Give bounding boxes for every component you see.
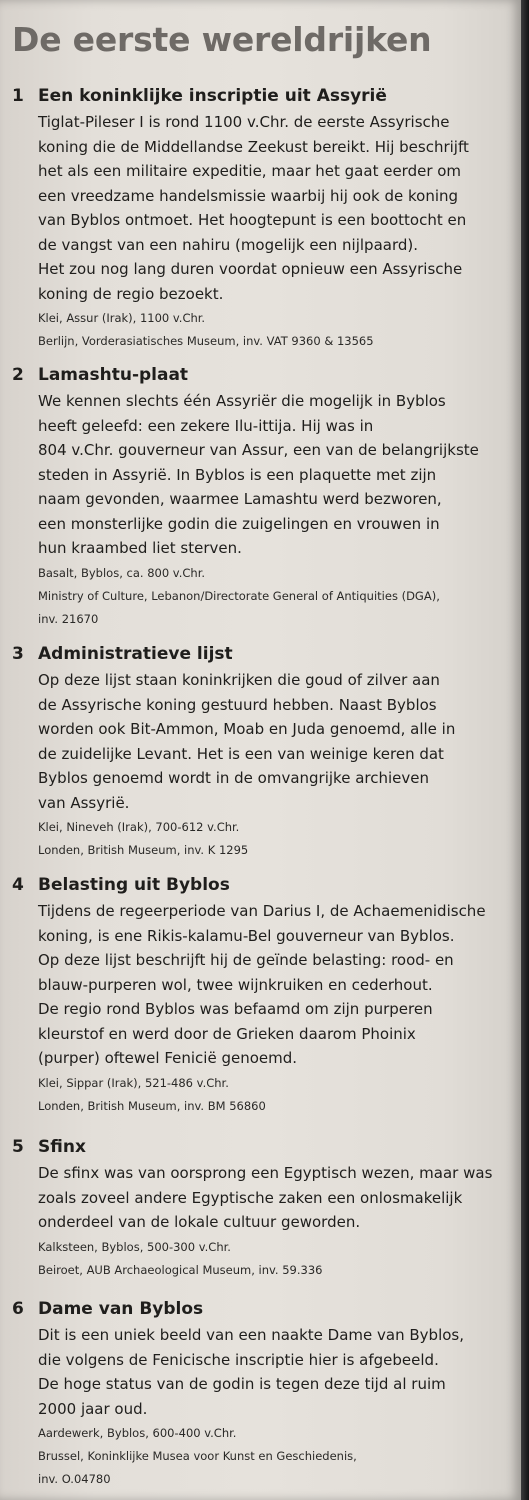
- entry-text-line: koning de regio bezoekt.: [38, 284, 224, 303]
- entry-text-line: van Byblos ontmoet. Het hoogtepunt is een boottocht en: [38, 211, 467, 229]
- entry-heading: Belasting uit Byblos: [38, 875, 230, 895]
- entry-body: [38, 1323, 508, 1489]
- entry-text-line: Op deze lijst staan koninkrijken die goud of zilver aan: [38, 671, 440, 689]
- entry-heading: Sfinx: [38, 1137, 86, 1157]
- entry-text-line: worden ook Bit-Ammon, Moab en Juda genoemd, alle in: [38, 720, 456, 738]
- entry-text-line: blauw-purperen wol, twee wijnkruiken en cederhout.: [38, 975, 433, 994]
- entry-material: Aardewerk, Byblos, 600-400 v.Chr.: [38, 1426, 237, 1440]
- entry-text-line: De regio rond Byblos was befaamd om zijn purperen: [38, 1000, 433, 1018]
- entry-text-line: naam gevonden, waarmee Lamashtu werd bezworen,: [38, 490, 442, 508]
- entry-number: 5: [12, 1137, 24, 1157]
- entry-material: Basalt, Byblos, ca. 800 v.Chr.: [38, 565, 206, 580]
- entry-text-line: heeft geleefd: een zekere Ilu-ittija. Hij was in: [38, 416, 374, 435]
- entry-collection: inv. 21670: [38, 611, 99, 626]
- entry-number: 6: [12, 1299, 24, 1319]
- entry-text-line: Op deze lijst beschrijft hij de geïnde belasting: rood- en: [38, 951, 454, 969]
- entry-heading: Administratieve lijst: [38, 644, 233, 664]
- entry-body: [38, 389, 508, 629]
- entry-material: Klei, Sippar (Irak), 521-486 v.Chr.: [38, 1075, 229, 1090]
- entry-body: [38, 899, 508, 1116]
- entry-body: [38, 110, 508, 351]
- entry-body: [38, 668, 508, 860]
- entry-number: 1: [12, 86, 24, 106]
- entry-text-line: koning die de Middellandse Zeekust bereikt. Hij beschrijft: [38, 137, 469, 156]
- entry-collection: Beiroet, AUB Archaeological Museum, inv. 59.336: [38, 1262, 323, 1277]
- entry-body: [38, 1161, 508, 1280]
- entry-text-line: kleurstof en werd door de Grieken daarom Phoinix: [38, 1024, 416, 1043]
- entry-heading: Lamashtu-plaat: [38, 365, 189, 385]
- entry-text-line: het als een militaire expeditie, maar het gaat eerder om: [38, 162, 462, 180]
- entry-text-line: een monsterlijke godin die zuigelingen en vrouwen in: [38, 514, 440, 533]
- entry-text-line: We kennen slechts één Assyriër die mogelijk in Byblos: [38, 392, 446, 410]
- entry-material: Kalksteen, Byblos, 500-300 v.Chr.: [38, 1239, 231, 1254]
- entry-text-line: onderdeel van de lokale cultuur geworden.: [38, 1213, 361, 1231]
- entry-material: Klei, Assur (Irak), 1100 v.Chr.: [38, 311, 206, 325]
- entry-material: Klei, Nineveh (Irak), 700-612 v.Chr.: [38, 820, 240, 834]
- entry-text-line: een vreedzame handelsmissie waarbij hij ook de koning: [38, 186, 459, 205]
- panel-edge-shadow: [521, 0, 529, 1500]
- entry-text-line: De hoge status van de godin is tegen deze tijd al ruim: [38, 1375, 446, 1393]
- entry-text-line: hun kraambed liet sterven.: [38, 539, 242, 557]
- entry-text-line: steden in Assyrië. In Byblos is een plaquette met zijn: [38, 465, 437, 484]
- entry-heading: Een koninklijke inscriptie uit Assyrië: [38, 86, 387, 106]
- entry-number: 2: [12, 365, 24, 385]
- entry-text-line: koning, is ene Rikis-kalamu-Bel gouverneur van Byblos.: [38, 926, 455, 945]
- entry-text-line: de zuidelijke Levant. Het is een van weinige keren dat: [38, 744, 444, 763]
- entry-text-line: Het zou nog lang duren voordat opnieuw een Assyrische: [38, 260, 463, 278]
- entry-text-line: Dit is een uniek beeld van een naakte Dame van Byblos,: [38, 1326, 464, 1344]
- entry-text-line: die volgens de Fenicische inscriptie hier is afgebeeld.: [38, 1350, 439, 1369]
- entry-text-line: Tiglat-Pileser I is rond 1100 v.Chr. de eerste Assyrische: [38, 113, 450, 131]
- page-title: De eerste wereldrijken: [12, 20, 432, 59]
- entry-number: 4: [12, 875, 24, 895]
- entry-collection: Berlijn, Vorderasiatisches Museum, inv. VAT 9360 & 13565: [38, 334, 374, 348]
- entry-text-line: zoals zoveel andere Egyptische zaken een onlosmakelijk: [38, 1188, 463, 1207]
- entry-collection: Londen, British Museum, inv. BM 56860: [38, 1098, 266, 1113]
- entry-text-line: van Assyrië.: [38, 793, 130, 812]
- entry-text-line: Tijdens de regeerperiode van Darius I, de Achaemenidische: [38, 902, 486, 920]
- entry-collection: inv. O.04780: [38, 1472, 111, 1486]
- entry-text-line: de vangst van een nahiru (mogelijk een nijlpaard).: [38, 235, 419, 254]
- entry-text-line: De sfinx was van oorsprong een Egyptisch wezen, maar was: [38, 1164, 493, 1182]
- entry-collection: Brussel, Koninklijke Musea voor Kunst en Geschiedenis,: [38, 1449, 357, 1463]
- entry-heading: Dame van Byblos: [38, 1299, 204, 1319]
- entry-text-line: de Assyrische koning gestuurd hebben. Naast Byblos: [38, 695, 437, 714]
- entry-text-line: 804 v.Chr. gouverneur van Assur, een van de belangrijkste: [38, 441, 479, 459]
- entry-collection: Ministry of Culture, Lebanon/Directorate General of Antiquities (DGA),: [38, 588, 440, 603]
- entry-number: 3: [12, 644, 24, 664]
- entry-text-line: (purper) oftewel Fenicië genoemd.: [38, 1049, 298, 1067]
- entry-collection: Londen, British Museum, inv. K 1295: [38, 843, 249, 857]
- entry-text-line: 2000 jaar oud.: [38, 1399, 148, 1418]
- entry-text-line: Byblos genoemd wordt in de omvangrijke archieven: [38, 769, 429, 787]
